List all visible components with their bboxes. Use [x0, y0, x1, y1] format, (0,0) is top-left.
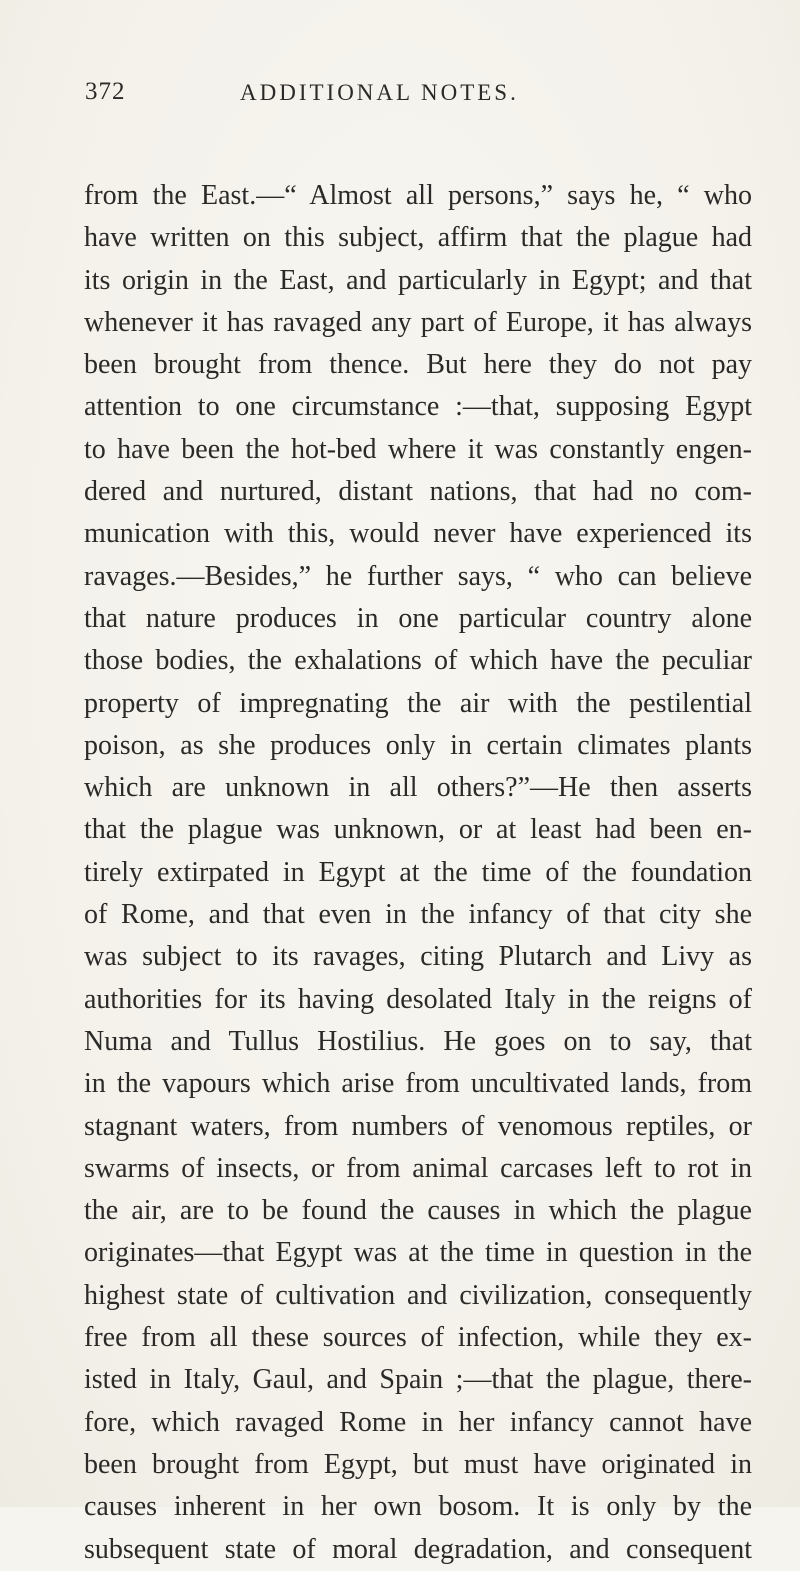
text-line: isted in Italy, Gaul, and Spain ;—that the plague, there- [84, 1364, 752, 1396]
text-line: that the plague was unknown, or at least had been en- [84, 814, 752, 846]
body-text [84, 175, 752, 1571]
text-line: dered and nurtured, distant nations, that had no com- [84, 476, 752, 508]
text-line: poison, as she produces only in certain climates plants [84, 729, 752, 761]
text-line: stagnant waters, from numbers of venomous reptiles, or [84, 1110, 752, 1142]
text-line: from the East.—“ Almost all persons,” says he, “ who [84, 180, 752, 211]
text-line: authorities for its having desolated Italy in the reigns of [84, 983, 752, 1015]
text-line: been brought from Egypt, but must have originated in [84, 1448, 752, 1480]
text-line: of Rome, and that even in the infancy of that city she [84, 899, 752, 931]
text-line: subsequent state of moral degradation, and consequent [84, 1533, 752, 1565]
text-line: which are unknown in all others?”—He then asserts [84, 772, 752, 804]
text-line: originates—that Egypt was at the time in question in the [84, 1237, 752, 1269]
running-head: ADDITIONAL NOTES. [240, 80, 519, 105]
text-line: munication with this, would never have experienced its [84, 518, 752, 550]
text-line: in the vapours which arise from uncultivated lands, from [84, 1068, 752, 1100]
text-line: free from all these sources of infection, while they ex- [84, 1322, 752, 1354]
text-line: have written on this subject, affirm that the plague had [84, 222, 752, 254]
text-line: to have been the hot-bed where it was constantly engen- [84, 433, 752, 465]
text-line: swarms of insects, or from animal carcases left to rot in [84, 1152, 752, 1184]
text-line: those bodies, the exhalations of which have the peculiar [84, 645, 752, 677]
text-line: ravages.—Besides,” he further says, “ who can believe [84, 560, 752, 592]
text-line: causes inherent in her own bosom. It is only by the [84, 1491, 752, 1523]
text-line: that nature produces in one particular country alone [84, 602, 752, 634]
text-line: been brought from thence. But here they do not pay [84, 349, 752, 381]
page-number: 372 [85, 78, 126, 105]
text-line: tirely extirpated in Egypt at the time of the foundation [84, 856, 752, 888]
page-header [85, 78, 725, 118]
text-line: Numa and Tullus Hostilius. He goes on to say, that [84, 1025, 752, 1057]
text-line: attention to one circumstance :—that, supposing Egypt [84, 391, 752, 423]
text-line: fore, which ravaged Rome in her infancy cannot have [84, 1406, 752, 1438]
text-line: property of impregnating the air with the pestilential [84, 687, 752, 719]
text-line: its origin in the East, and particularly in Egypt; and that [84, 264, 752, 296]
text-line: highest state of cultivation and civilization, consequently [84, 1279, 752, 1311]
text-line: whenever it has ravaged any part of Europe, it has always [84, 306, 752, 338]
text-line: the air, are to be found the causes in which the plague [84, 1195, 752, 1227]
text-line: was subject to its ravages, citing Plutarch and Livy as [84, 941, 752, 973]
